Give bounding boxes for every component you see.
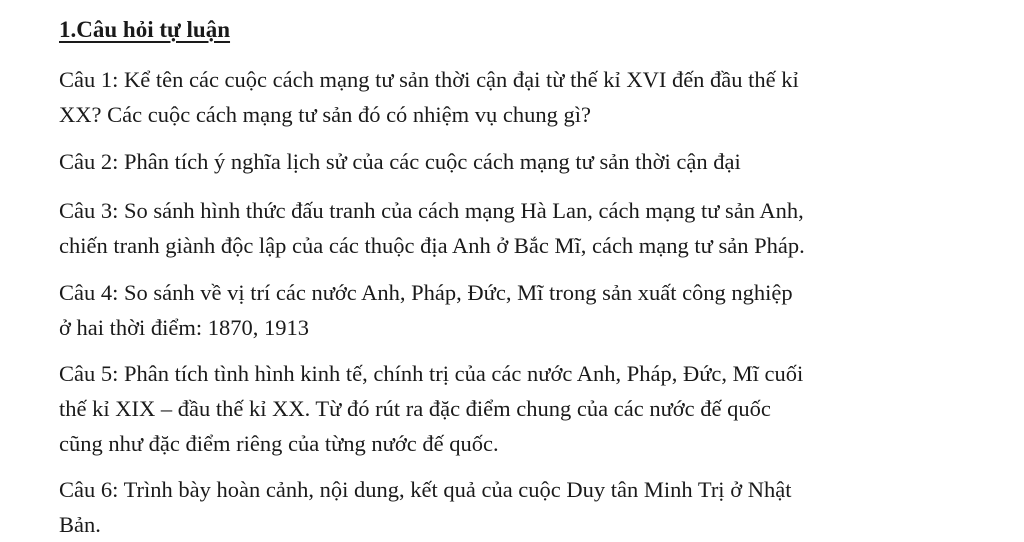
question-2-line-1: Câu 2: Phân tích ý nghĩa lịch sử của các cuộc cách mạng tư sản thời cận đại xyxy=(59,149,741,174)
question-5-line-1: Câu 5: Phân tích tình hình kinh tế, chính trị của các nước Anh, Pháp, Đức, Mĩ cuối xyxy=(59,361,804,386)
question-1-line-2: XX? Các cuộc cách mạng tư sản đó có nhiệm vụ chung gì? xyxy=(59,102,592,127)
question-5-line-3: cũng như đặc điểm riêng của từng nước đế quốc. xyxy=(59,431,499,456)
question-1 xyxy=(59,62,999,132)
question-6-line-2: Bản. xyxy=(59,512,101,537)
question-4 xyxy=(59,275,999,345)
question-2 xyxy=(59,144,999,179)
question-5 xyxy=(59,356,999,461)
question-4-line-1: Câu 4: So sánh về vị trí các nước Anh, Pháp, Đức, Mĩ trong sản xuất công nghiệp xyxy=(59,280,793,305)
question-3-line-2: chiến tranh giành độc lập của các thuộc địa Anh ở Bắc Mĩ, cách mạng tư sản Pháp. xyxy=(59,233,805,258)
question-6 xyxy=(59,472,999,542)
question-3-line-1: Câu 3: So sánh hình thức đấu tranh của cách mạng Hà Lan, cách mạng tư sản Anh, xyxy=(59,198,804,223)
question-1-line-1: Câu 1: Kể tên các cuộc cách mạng tư sản thời cận đại từ thế kỉ XVI đến đầu thế kỉ xyxy=(59,67,799,92)
question-6-line-1: Câu 6: Trình bày hoàn cảnh, nội dung, kết quả của cuộc Duy tân Minh Trị ở Nhật xyxy=(59,477,792,502)
question-4-line-2: ở hai thời điểm: 1870, 1913 xyxy=(59,315,310,340)
section-title: 1.Câu hỏi tự luận xyxy=(59,17,231,42)
question-5-line-2: thế kỉ XIX – đầu thế kỉ XX. Từ đó rút ra đặc điểm chung của các nước đế quốc xyxy=(59,396,771,421)
question-3 xyxy=(59,193,999,263)
